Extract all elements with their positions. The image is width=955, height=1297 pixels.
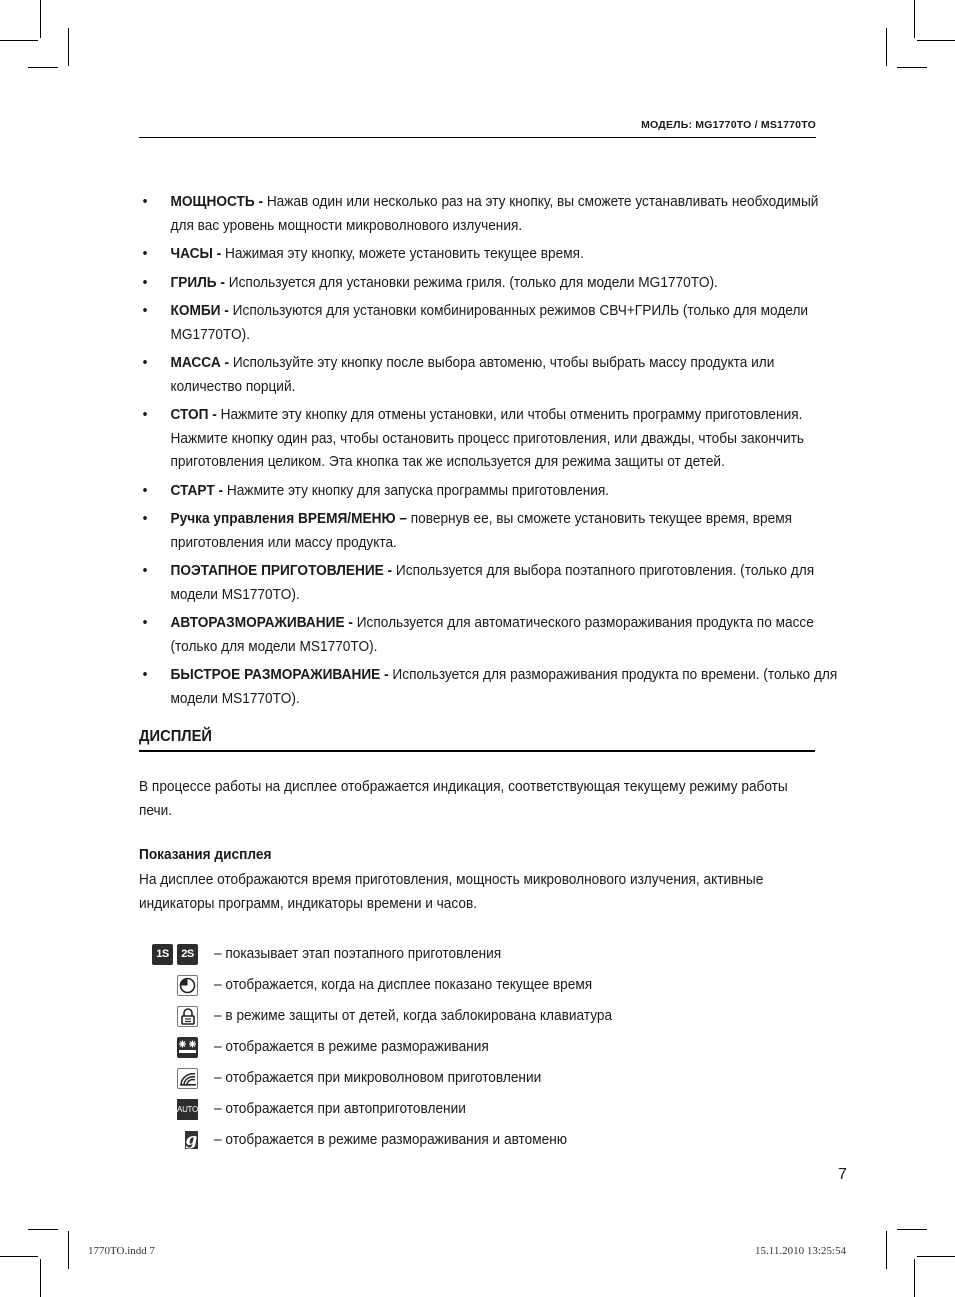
indicator-text: – отображается в режиме размораживания <box>214 1038 489 1055</box>
crop-mark <box>0 40 38 41</box>
list-item <box>139 351 846 398</box>
indicator-icon-wrap <box>177 1035 198 1059</box>
bullet-term: ГРИЛЬ - <box>170 273 225 291</box>
bullet-text: Нажмите эту кнопку для отмены установки, или чтобы отменить программу приготовления. Нажмите кнопку один раз, чтобы остановить процесс приготовления, или дважды, чтобы закончить приготовления целиком. Эта кнопка так же используется для режима защиты от детей. <box>170 406 805 470</box>
indicator-row <box>139 1066 819 1090</box>
indicator-row <box>139 1128 819 1152</box>
bullet-dot-icon: • <box>142 510 148 527</box>
bullet-dot-icon: • <box>142 481 148 499</box>
crop-mark <box>914 0 915 38</box>
crop-mark <box>914 1259 915 1297</box>
bullet-term: АВТОРАЗМОРАЖИВАНИЕ - <box>170 614 353 631</box>
stage-icons <box>152 942 198 966</box>
indicator-icon-wrap <box>177 1004 198 1028</box>
indicator-row <box>139 942 819 966</box>
stage-2s-icon: 2S <box>177 944 198 965</box>
bullet-text: Используются для установки комбинированных режимов СВЧ+ГРИЛЬ (только для модели MG1770TO). <box>170 302 809 343</box>
clock-icon <box>177 975 198 996</box>
bullet-term: Ручка управления ВРЕМЯ/МЕНЮ – <box>170 510 407 527</box>
list-item <box>139 559 846 606</box>
bullet-dot-icon: • <box>142 666 148 683</box>
bullet-term: ЧАСЫ - <box>170 245 222 262</box>
bullet-dot-icon: • <box>142 193 148 210</box>
bullet-term: ПОЭТАПНОЕ ПРИГОТОВЛЕНИЕ - <box>170 562 393 579</box>
microwave-icon <box>177 1068 198 1089</box>
indicator-icon-wrap <box>177 1066 198 1090</box>
bullet-term: СТАРТ - <box>170 481 224 499</box>
indicator-text: – в режиме защиты от детей, когда заблокирована клавиатура <box>214 1007 613 1024</box>
indicator-icon-wrap <box>177 1097 198 1121</box>
page-number: 7 <box>838 1166 847 1183</box>
indicator-text: – отображается в режиме размораживания и автоменю <box>214 1131 568 1148</box>
crop-mark <box>28 1229 58 1230</box>
crop-mark <box>897 67 927 68</box>
crop-mark <box>897 1229 927 1230</box>
display-description: На дисплее отображаются время приготовления, мощность микроволнового излучения, активные индикаторы программ, индикаторы времени и часов. <box>139 871 764 912</box>
crop-mark <box>68 1231 69 1269</box>
bullet-term: МАССА - <box>170 354 230 371</box>
bullet-term: МОЩНОСТЬ - <box>170 193 264 210</box>
bullet-term: КОМБИ - <box>170 302 229 319</box>
indicator-text: – отображается при автоприготовлении <box>214 1100 466 1117</box>
bullet-text: Используется для установки режима гриля. (только для модели MG1770TO). <box>224 273 718 291</box>
indicator-row <box>139 1035 819 1059</box>
bullet-text: Используется для выбора поэтапного приготовления. (только для модели MS1770TO). <box>170 562 815 603</box>
bullet-text: Используется для размораживания продукта по времени. (только для модели MS1770TO). <box>170 666 838 707</box>
gram-icon: g <box>185 1130 198 1150</box>
list-item <box>139 611 846 658</box>
display-subheading: Показания дисплея <box>139 846 272 863</box>
crop-mark <box>886 1231 887 1269</box>
header-rule <box>139 137 816 138</box>
indicator-row <box>139 1004 819 1028</box>
crop-mark <box>28 67 58 68</box>
indicator-text: – отображается, когда на дисплее показано текущее время <box>214 976 593 993</box>
crop-mark <box>0 1256 38 1257</box>
crop-mark <box>917 1256 955 1257</box>
bullet-dot-icon: • <box>142 273 148 291</box>
slug-date: 15.11.2010 13:25:54 <box>755 1245 846 1257</box>
list-item <box>139 479 846 503</box>
bullet-dot-icon: • <box>142 354 148 371</box>
bullet-text: Нажимая эту кнопку, можете установить текущее время. <box>221 245 584 262</box>
bullet-dot-icon: • <box>142 406 148 423</box>
list-item <box>139 299 846 346</box>
auto-icon: AUTO <box>177 1099 198 1120</box>
bullet-dot-icon: • <box>142 614 148 631</box>
display-intro: В процессе работы на дисплее отображается индикация, соответствующая текущему режиму работы печи. <box>139 778 788 819</box>
bullet-text: повернув ее, вы сможете установить текущее время, время приготовления или массу продукта. <box>170 510 793 551</box>
indicator-text: – показывает этап поэтапного приготовления <box>214 945 502 962</box>
crop-mark <box>68 28 69 66</box>
model-header: МОДЕЛЬ: MG1770TO / MS1770TO <box>641 119 816 131</box>
bullet-term: БЫСТРОЕ РАЗМОРАЖИВАНИЕ - <box>170 666 389 683</box>
indicator-row <box>139 1097 819 1121</box>
slug-file: 1770TO.indd 7 <box>88 1245 156 1257</box>
list-item <box>139 242 846 266</box>
bullet-dot-icon: • <box>142 562 148 579</box>
section-title: ДИСПЛЕЙ <box>139 728 213 745</box>
indicator-icon-wrap <box>177 1128 198 1152</box>
list-item <box>139 507 846 554</box>
crop-mark <box>917 40 955 41</box>
indicator-icon-wrap <box>177 973 198 997</box>
bullet-dot-icon: • <box>142 302 148 319</box>
controls-bullet-list <box>139 190 838 715</box>
bullet-text: Используется для автоматического размораживания продукта по массе (только для модели MS1770TO). <box>170 614 814 655</box>
bullet-text: Используйте эту кнопку после выбора автоменю, чтобы выбрать массу продукта или количество порций. <box>170 354 775 395</box>
bullet-term: СТОП - <box>170 406 217 423</box>
crop-mark <box>40 1259 41 1297</box>
stage-1s-icon: 1S <box>152 944 173 965</box>
defrost-icon <box>177 1037 198 1058</box>
lock-icon <box>177 1006 198 1027</box>
list-item <box>139 271 846 295</box>
indicator-text: – отображается при микроволновом приготовлении <box>214 1069 542 1086</box>
list-item <box>139 403 846 474</box>
section-rule <box>139 750 815 752</box>
list-item <box>139 663 846 710</box>
bullet-text: Нажав один или несколько раз на эту кнопку, вы сможете устанавливать необходимый для вас уровень мощности микроволнового излучения. <box>170 193 819 234</box>
indicator-row <box>139 973 819 997</box>
crop-mark <box>886 28 887 66</box>
bullet-dot-icon: • <box>142 245 148 262</box>
crop-mark <box>40 0 41 38</box>
list-item <box>139 190 846 237</box>
bullet-text: Нажмите эту кнопку для запуска программы приготовления. <box>223 481 610 499</box>
